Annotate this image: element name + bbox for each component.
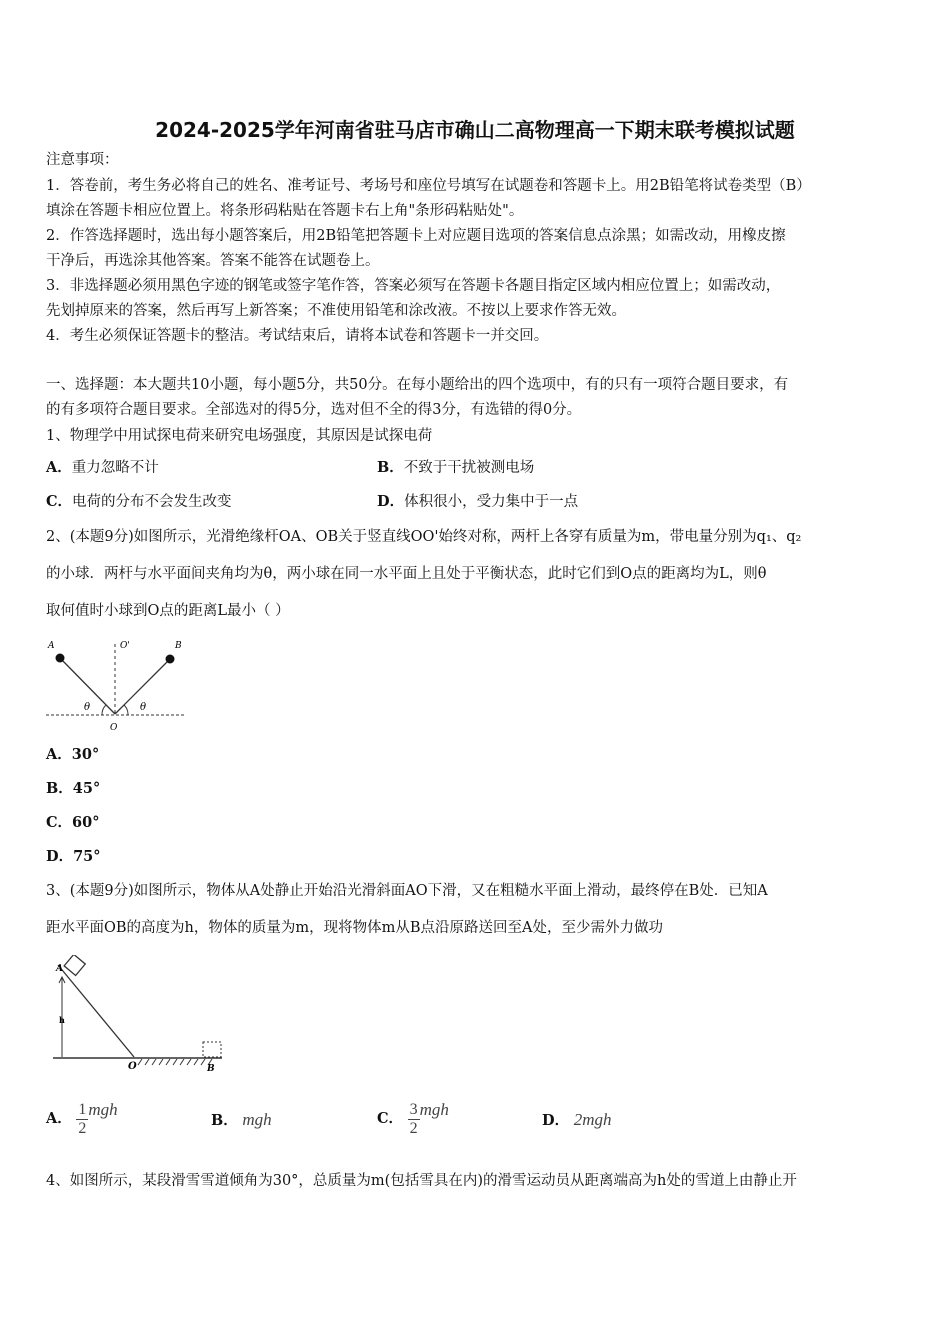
option-text: 重力忽略不计 bbox=[71, 460, 159, 476]
option-label: A． bbox=[46, 746, 72, 763]
q4-stem: 4、如图所示，某段滑雪雪道倾角为30°，总质量为m(包括雪具在内)的滑雪运动员从距离端高为h处的雪道上由静止开 bbox=[46, 1173, 797, 1189]
q2-option-c bbox=[46, 813, 99, 833]
q2-option-b bbox=[46, 779, 100, 799]
notice-line: 干净后，再选涂其他答案。答案不能答在试题卷上。 bbox=[46, 253, 380, 269]
q3-incline-figure bbox=[50, 955, 230, 1080]
denominator: 2 bbox=[409, 1119, 418, 1137]
option-label: C． bbox=[377, 1110, 404, 1127]
figure-label-b: B bbox=[207, 1064, 215, 1074]
fraction bbox=[76, 1101, 88, 1138]
figure-label-h: h bbox=[59, 1015, 65, 1025]
notice-line: 2．作答选择题时，选出每小题答案后，用2B铅笔把答题卡上对应题目选项的答案信息点涂黑；如需改动，用橡皮擦 bbox=[46, 228, 786, 244]
option-label: D． bbox=[377, 493, 405, 510]
option-label: C． bbox=[46, 814, 73, 831]
option-label: B． bbox=[211, 1112, 238, 1129]
notice-line: 填涂在答题卡相应位置上。将条形码粘贴在答题卡右上角"条形码粘贴处"。 bbox=[46, 203, 524, 219]
q2-rods-figure bbox=[44, 636, 189, 736]
option-text: 75° bbox=[73, 848, 101, 865]
q3-option-b bbox=[211, 1110, 272, 1131]
option-label: D． bbox=[46, 848, 74, 865]
option-text: mgh bbox=[242, 1110, 272, 1129]
figure-label-a: A bbox=[56, 964, 63, 974]
option-text: 60° bbox=[72, 814, 100, 831]
option-text: 2mgh bbox=[573, 1110, 612, 1129]
figure-label-o: O bbox=[128, 1061, 137, 1072]
section-instruction: 一、选择题：本大题共10小题，每小题5分，共50分。在每小题给出的四个选项中，有的只有一项符合题目要求，有 bbox=[46, 377, 789, 393]
q3-option-a bbox=[46, 1088, 118, 1141]
q2-stem-line: 的小球．两杆与水平面间夹角均为θ，两小球在同一水平面上且处于平衡状态，此时它们到O点的距离均为L，则θ bbox=[46, 566, 767, 582]
figure-label-a: A bbox=[48, 641, 55, 651]
option-label: D． bbox=[542, 1112, 570, 1129]
option-label: B． bbox=[377, 459, 404, 476]
q1-option-b bbox=[377, 458, 534, 478]
figure-label-b: B bbox=[175, 641, 182, 651]
notice-heading: 注意事项： bbox=[46, 152, 119, 168]
option-text: 不致于干扰被测电场 bbox=[403, 460, 535, 476]
notice-line: 先划掉原来的答案，然后再写上新答案；不准使用铅笔和涂改液。不按以上要求作答无效。 bbox=[46, 303, 626, 319]
figure-label-o: O bbox=[110, 723, 118, 733]
option-label: A． bbox=[46, 1110, 72, 1127]
option-text: mgh bbox=[88, 1100, 118, 1119]
option-label: B． bbox=[46, 780, 73, 797]
q1-option-c bbox=[46, 492, 232, 512]
option-text: mgh bbox=[419, 1100, 449, 1119]
option-text: 电荷的分布不会发生改变 bbox=[72, 494, 232, 510]
numerator: 1 bbox=[78, 1100, 87, 1118]
fraction bbox=[408, 1101, 420, 1138]
option-label: C． bbox=[46, 493, 73, 510]
q3-option-c bbox=[377, 1088, 449, 1141]
option-text: 45° bbox=[72, 780, 101, 797]
figure-label-o-prime: O' bbox=[120, 641, 130, 651]
denominator: 2 bbox=[78, 1119, 87, 1137]
option-text: 30° bbox=[71, 746, 100, 763]
page-title: 2024-2025学年河南省驻马店市确山二高物理高一下期末联考模拟试题 bbox=[155, 118, 795, 142]
q2-option-a bbox=[46, 745, 99, 765]
option-label: A． bbox=[46, 459, 72, 476]
q3-stem-line: 距水平面OB的高度为h，物体的质量为m，现将物体m从B点沿原路送回至A处，至少需外力做功 bbox=[46, 920, 664, 936]
q3-stem-line: 3、(本题9分)如图所示，物体从A处静止开始沿光滑斜面AO下滑，又在粗糙水平面上滑动，最终停在B处．已知A bbox=[46, 883, 768, 899]
q1-stem: 1、物理学中用试探电荷来研究电场强度，其原因是试探电荷 bbox=[46, 428, 433, 444]
q2-option-d bbox=[46, 847, 101, 867]
section-instruction: 的有多项符合题目要求。全部选对的得5分，选对但不全的得3分，有选错的得0分。 bbox=[46, 402, 582, 418]
figure-label-theta: θ bbox=[84, 702, 91, 713]
q2-stem-line: 2、(本题9分)如图所示，光滑绝缘杆OA、OB关于竖直线OO'始终对称，两杆上各穿有质量为m，带电量分别为q₁、q₂ bbox=[46, 529, 802, 545]
q2-stem-line: 取何值时小球到O点的距离L最小（ ） bbox=[46, 603, 290, 619]
notice-line: 4．考生必须保证答题卡的整洁。考试结束后，请将本试卷和答题卡一并交回。 bbox=[46, 328, 549, 344]
numerator: 3 bbox=[409, 1100, 418, 1118]
notice-line: 1．答卷前，考生务必将自己的姓名、准考证号、考场号和座位号填写在试题卷和答题卡上。用2B铅笔将试卷类型（B） bbox=[46, 178, 811, 194]
q1-option-a bbox=[46, 458, 159, 478]
q1-option-d bbox=[377, 492, 578, 512]
option-text: 体积很小，受力集中于一点 bbox=[404, 494, 579, 510]
notice-line: 3．非选择题必须用黑色字迹的钢笔或签字笔作答，答案必须写在答题卡各题目指定区域内相应位置上；如需改动， bbox=[46, 278, 781, 294]
q3-option-d bbox=[542, 1110, 611, 1131]
figure-label-theta: θ bbox=[140, 702, 147, 713]
